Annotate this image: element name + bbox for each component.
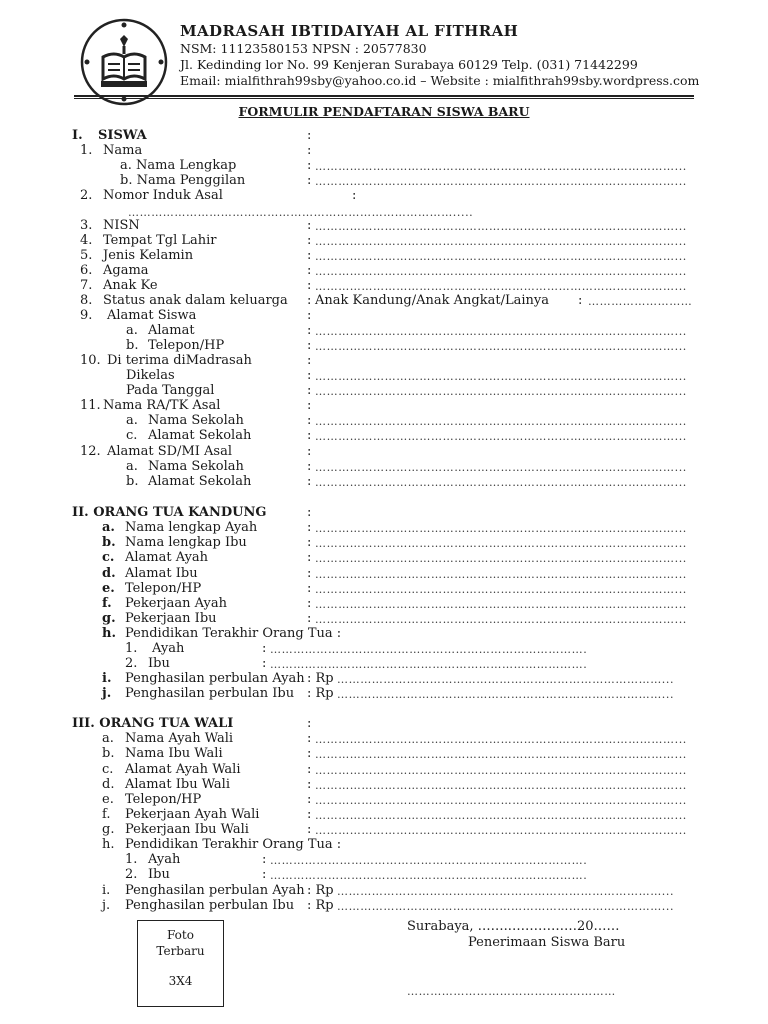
colon: :: [307, 323, 312, 338]
section-2-heading: II. ORANG TUA KANDUNG: [72, 505, 267, 520]
school-name: MADRASAH IBTIDAIYAH AL FITHRAH: [180, 22, 519, 40]
field-alamat[interactable]: …………………………………………………………………………………...: [315, 325, 687, 338]
colon: :: [307, 535, 312, 550]
label-dikelas: Dikelas: [126, 368, 175, 383]
colon-rp: : Rp: [307, 898, 334, 913]
sub-letter: a.: [102, 731, 114, 746]
place-date: Surabaya, ……..……………20……: [407, 919, 620, 934]
sub-letter: a.: [102, 520, 115, 535]
label-nisn: NISN: [103, 218, 140, 233]
field-nama-ibu-wali[interactable]: …………………………………………………………………………………...: [315, 748, 687, 761]
label-diterima: Di terima diMadrasah: [107, 353, 252, 368]
sub-letter: d.: [102, 566, 116, 581]
field-nama-lengkap[interactable]: …………………………………………………………………………………...: [315, 160, 687, 173]
field-pekerjaan-ayah[interactable]: …………………………………………………………………………………...: [315, 598, 687, 611]
label-penghasilan-ayah-wali: Penghasilan perbulan Ayah: [125, 883, 305, 898]
colon: :: [307, 173, 312, 188]
item-num: 10.: [80, 353, 101, 368]
item-num: 9.: [80, 308, 93, 323]
item-num: 3.: [80, 218, 93, 233]
colon: :: [307, 807, 312, 822]
photo-box: [137, 920, 224, 1007]
label-pendidikan-ibu-wali: Ibu: [148, 867, 170, 882]
field-alamat-ayah[interactable]: …………………………………………………………………………………...: [315, 552, 687, 565]
colon: :: [307, 383, 312, 398]
colon: :: [352, 188, 357, 203]
sub-letter: j.: [102, 686, 112, 701]
colon: :: [307, 143, 312, 158]
sub-letter: h.: [102, 837, 115, 852]
label-nama-ibu-wali: Nama Ibu Wali: [125, 746, 223, 761]
form-title: FORMULIR PENDAFTARAN SISWA BARU: [238, 104, 530, 119]
sub-letter: b.: [102, 746, 115, 761]
item-num: 1.: [80, 143, 93, 158]
field-sd-alamat-sekolah[interactable]: …………………………………………………………………………………...: [315, 476, 687, 489]
sub-letter: j.: [102, 898, 111, 913]
label-alamat-sekolah: Alamat Sekolah: [148, 474, 252, 489]
colon: :: [307, 505, 312, 520]
item-num: 11.: [80, 398, 101, 413]
field-pendidikan-ibu[interactable]: ……………………………………………………………………….: [270, 658, 588, 671]
colon: :: [307, 792, 312, 807]
label-telepon-ortu: Telepon/HP: [125, 581, 202, 596]
sub-letter: c.: [126, 428, 138, 443]
label-alamat-ayah: Alamat Ayah: [125, 550, 209, 565]
school-ids: NSM: 11123580153 NPSN : 20577830: [180, 41, 427, 56]
field-ttl[interactable]: …………………………………………………………………………………...: [315, 235, 687, 248]
colon: :: [307, 218, 312, 233]
field-anak-ke[interactable]: …………………………………………………………………………………...: [315, 280, 687, 293]
label-alamat-ibu: Alamat Ibu: [125, 566, 198, 581]
field-nama-panggilan[interactable]: …………………………………………………………………………………...: [315, 175, 687, 188]
colon: :: [307, 731, 312, 746]
label-penghasilan-ibu-wali: Penghasilan perbulan Ibu: [125, 898, 295, 913]
sub-letter: d.: [102, 777, 115, 792]
field-nama-ayah-wali[interactable]: …………………………………………………………………………………...: [315, 733, 687, 746]
item-num: 4.: [80, 233, 93, 248]
field-alamat-ibu-wali[interactable]: …………………………………………………………………………………...: [315, 779, 687, 792]
label-pendidikan-ayah-wali: Ayah: [148, 852, 181, 867]
colon: :: [307, 368, 312, 383]
sub-letter: b.: [126, 474, 139, 489]
label-pendidikan-ayah: Ayah: [152, 641, 185, 656]
field-penghasilan-ibu[interactable]: …………………………………………………………………………...: [337, 688, 675, 701]
colon: :: [307, 581, 312, 596]
field-jenis-kelamin[interactable]: …………………………………………………………………………………...: [315, 250, 687, 263]
field-ra-alamat-sekolah[interactable]: …………………………………………………………………………………...: [315, 430, 687, 443]
label-alamat-ibu-wali: Alamat Ibu Wali: [125, 777, 230, 792]
colon: :: [307, 233, 312, 248]
school-logo-icon: [79, 17, 169, 107]
colon: :: [307, 611, 312, 626]
label-nama: Nama: [103, 143, 143, 158]
sub-num: 2.: [125, 867, 138, 882]
field-pekerjaan-ibu-wali[interactable]: …………………………………………………………………………………...: [315, 824, 687, 837]
label-pekerjaan-ayah: Pekerjaan Ayah: [125, 596, 228, 611]
label-nama-panggilan: b. Nama Penggilan: [120, 173, 246, 188]
sub-letter: c.: [102, 762, 114, 777]
colon: :: [307, 293, 312, 308]
colon-rp: : Rp: [307, 686, 334, 701]
colon: :: [307, 308, 312, 323]
colon: :: [307, 822, 312, 837]
sub-letter: b.: [102, 535, 116, 550]
field-pada-tanggal[interactable]: …………………………………………………………………………………...: [315, 385, 687, 398]
colon-rp: : Rp: [307, 883, 334, 898]
field-pendidikan-ayah-wali[interactable]: ……………………………………………………………………….: [270, 854, 588, 867]
label-status-anak: Status anak dalam keluarga: [103, 293, 288, 308]
label-pekerjaan-ibu-wali: Pekerjaan Ibu Wali: [125, 822, 249, 837]
colon: :: [307, 550, 312, 565]
label-nama-ayah: Nama lengkap Ayah: [125, 520, 258, 535]
field-nama-ayah[interactable]: …………………………………………………………………………………...: [315, 522, 687, 535]
colon: :: [307, 398, 312, 413]
item-num: 6.: [80, 263, 93, 278]
label-alamat-ayah-wali: Alamat Ayah Wali: [125, 762, 241, 777]
colon: :: [262, 641, 267, 656]
label-penghasilan-ibu: Penghasilan perbulan Ibu: [125, 686, 295, 701]
sub-letter: b.: [126, 338, 139, 353]
label-telepon-wali: Telepon/HP: [125, 792, 202, 807]
field-nomor-induk[interactable]: ………………………………………………………………………….....: [128, 206, 474, 219]
sub-letter: a.: [126, 323, 138, 338]
field-penghasilan-ayah-wali[interactable]: …………………………………………………………………………...: [337, 885, 675, 898]
colon: :: [307, 413, 312, 428]
sub-num: 1.: [125, 852, 138, 867]
colon: :: [307, 777, 312, 792]
sub-letter: a.: [126, 413, 138, 428]
field-sd-nama-sekolah[interactable]: …………………………………………………………………………………...: [315, 461, 687, 474]
label-pendidikan-ibu: Ibu: [148, 656, 170, 671]
field-penghasilan-ibu-wali[interactable]: …………………………………………………………………………...: [337, 900, 675, 913]
field-nisn[interactable]: …………………………………………………………………………………...: [315, 220, 687, 233]
label-anak-ke: Anak Ke: [103, 278, 158, 293]
header-divider-thin: [74, 98, 694, 99]
sub-letter: f.: [102, 596, 112, 611]
field-pekerjaan-ibu[interactable]: …………………………………………………………………………………...: [315, 613, 687, 626]
label-nama-ayah-wali: Nama Ayah Wali: [125, 731, 234, 746]
sub-num: 2.: [125, 656, 138, 671]
label-nama-ibu: Nama lengkap Ibu: [125, 535, 247, 550]
colon: :: [578, 293, 583, 308]
label-penghasilan-ayah: Penghasilan perbulan Ayah: [125, 671, 305, 686]
label-sd-mi: Alamat SD/MI Asal: [107, 444, 232, 459]
label-nama-sekolah: Nama Sekolah: [148, 413, 244, 428]
label-pekerjaan-ayah-wali: Pekerjaan Ayah Wali: [125, 807, 260, 822]
field-pendidikan-ayah[interactable]: ……………………………………………………………………….: [270, 643, 588, 656]
school-address: Jl. Kedinding lor No. 99 Kenjeran Surabaya 60129 Telp. (031) 71442299: [180, 57, 638, 72]
section-1-number: I.: [72, 128, 83, 143]
section-3-heading: III. ORANG TUA WALI: [72, 716, 234, 731]
sub-letter: e.: [102, 792, 114, 807]
sub-letter: h.: [102, 626, 116, 641]
field-telepon-wali[interactable]: …………………………………………………………………………………...: [315, 794, 687, 807]
colon: :: [262, 852, 267, 867]
label-ttl: Tempat Tgl Lahir: [103, 233, 217, 248]
header-divider: [74, 95, 694, 97]
field-telepon-ortu[interactable]: …………………………………………………………………………………...: [315, 583, 687, 596]
item-num: 7.: [80, 278, 93, 293]
colon: :: [307, 459, 312, 474]
colon: :: [307, 428, 312, 443]
label-nama-sekolah: Nama Sekolah: [148, 459, 244, 474]
photo-size: 3X4: [168, 974, 193, 988]
sub-letter: i.: [102, 671, 112, 686]
colon: :: [307, 444, 312, 459]
sub-letter: i.: [102, 883, 111, 898]
sub-num: 1.: [125, 641, 138, 656]
signature-line[interactable]: ………………………………………………: [407, 985, 616, 998]
colon: :: [307, 716, 312, 731]
colon: :: [307, 278, 312, 293]
colon: :: [307, 353, 312, 368]
label-alamat: Alamat: [148, 323, 195, 338]
label-jenis-kelamin: Jenis Kelamin: [103, 248, 194, 263]
field-alamat-ibu[interactable]: …………………………………………………………………………………...: [315, 568, 687, 581]
colon: :: [307, 566, 312, 581]
field-agama[interactable]: …………………………………………………………………………………...: [315, 265, 687, 278]
colon: :: [307, 248, 312, 263]
label-pendidikan-wali: Pendidikan Terakhir Orang Tua :: [125, 837, 342, 852]
item-num: 12.: [80, 444, 101, 459]
item-num: 2.: [80, 188, 93, 203]
section-1-heading: SISWA: [98, 128, 147, 143]
colon: :: [307, 762, 312, 777]
field-pekerjaan-ayah-wali[interactable]: …………………………………………………………………………………...: [315, 809, 687, 822]
colon: :: [307, 263, 312, 278]
colon: :: [307, 746, 312, 761]
field-dikelas[interactable]: …………………………………………………………………………………...: [315, 370, 687, 383]
colon: :: [307, 338, 312, 353]
field-ra-nama-sekolah[interactable]: …………………………………………………………………………………...: [315, 415, 687, 428]
label-pekerjaan-ibu: Pekerjaan Ibu: [125, 611, 217, 626]
field-telepon[interactable]: …………………………………………………………………………………...: [315, 340, 687, 353]
colon: :: [307, 474, 312, 489]
photo-label-1: Foto: [167, 928, 194, 942]
colon: :: [307, 596, 312, 611]
colon-rp: : Rp: [307, 671, 334, 686]
field-nama-ibu[interactable]: …………………………………………………………………………………...: [315, 537, 687, 550]
sub-letter: c.: [102, 550, 115, 565]
label-ra-tk: Nama RA/TK Asal: [103, 398, 221, 413]
sub-letter: f.: [102, 807, 111, 822]
receiver-title: Penerimaan Siswa Baru: [468, 935, 626, 950]
label-nama-lengkap: a. Nama Lengkap: [120, 158, 237, 173]
item-num: 5.: [80, 248, 93, 263]
label-alamat-sekolah: Alamat Sekolah: [148, 428, 252, 443]
label-nomor-induk: Nomor Induk Asal: [103, 188, 223, 203]
colon: :: [307, 158, 312, 173]
photo-label-2: Terbaru: [156, 944, 205, 958]
colon: :: [262, 656, 267, 671]
status-options: Anak Kandung/Anak Angkat/Lainya: [315, 293, 549, 308]
sub-letter: g.: [102, 611, 116, 626]
label-alamat-siswa: Alamat Siswa: [107, 308, 197, 323]
school-contact: Email: mialfithrah99sby@yahoo.co.id – Website : mialfithrah99sby.wordpress.com: [180, 73, 700, 88]
label-telepon: Telepon/HP: [148, 338, 225, 353]
sub-letter: g.: [102, 822, 115, 837]
field-pendidikan-ibu-wali[interactable]: ……………………………………………………………………….: [270, 869, 588, 882]
sub-letter: a.: [126, 459, 138, 474]
label-pada-tanggal: Pada Tanggal: [126, 383, 215, 398]
label-pendidikan: Pendidikan Terakhir Orang Tua :: [125, 626, 342, 641]
colon: :: [262, 867, 267, 882]
label-agama: Agama: [103, 263, 149, 278]
sub-letter: e.: [102, 581, 115, 596]
colon: :: [307, 128, 312, 143]
field-penghasilan-ayah[interactable]: …………………………………………………………………………...: [337, 673, 675, 686]
field-status-anak[interactable]: ………………………: [588, 295, 693, 308]
colon: :: [307, 520, 312, 535]
item-num: 8.: [80, 293, 93, 308]
field-alamat-ayah-wali[interactable]: …………………………………………………………………………………...: [315, 764, 687, 777]
